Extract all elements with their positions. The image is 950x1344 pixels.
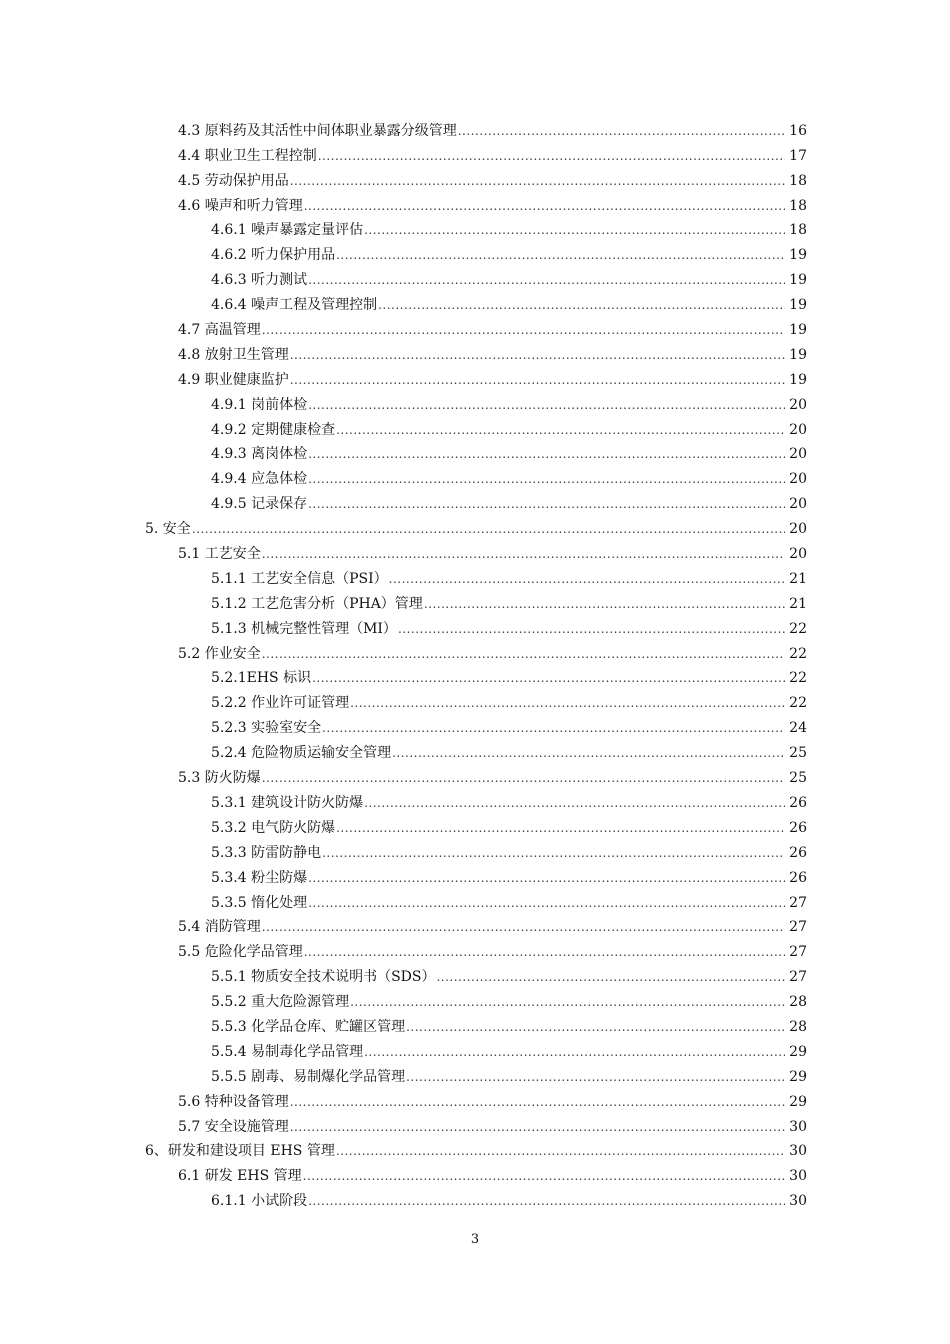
- toc-entry-page-number: 20: [789, 446, 807, 463]
- toc-entry[interactable]: [178, 638, 807, 663]
- toc-entry-page-number: 26: [789, 794, 807, 811]
- toc-entry[interactable]: [211, 986, 807, 1011]
- toc-entry-page-number: 30: [789, 1193, 807, 1210]
- toc-entry-page-number: 28: [789, 1018, 807, 1035]
- toc-entry-page-number: 28: [789, 994, 807, 1011]
- toc-entry-title: 6、研发和建设项目 EHS 管理: [145, 1143, 335, 1160]
- toc-entry-title: 5.1.2 工艺危害分析（PHA）管理: [211, 595, 423, 612]
- toc-entry[interactable]: [211, 1061, 807, 1086]
- dot-leader: [290, 373, 785, 387]
- toc-entry-title: 5.5.5 剧毒、易制爆化学品管理: [211, 1068, 406, 1085]
- toc-entry-title: 4.6 噪声和听力管理: [178, 197, 303, 214]
- toc-entry-page-number: 19: [789, 272, 807, 289]
- toc-entry[interactable]: [178, 1160, 807, 1185]
- dot-leader: [336, 1144, 785, 1158]
- toc-entry[interactable]: [178, 314, 807, 339]
- toc-entry-title: 5.5.3 化学品仓库、贮罐区管理: [211, 1018, 406, 1035]
- toc-entry[interactable]: [211, 1011, 807, 1036]
- toc-entry-page-number: 17: [789, 147, 807, 164]
- toc-entry[interactable]: [211, 264, 807, 289]
- dot-leader: [436, 970, 785, 984]
- toc-entry-title: 5.3.4 粉尘防爆: [211, 869, 308, 886]
- dot-leader: [406, 1070, 785, 1084]
- toc-entry-page-number: 24: [789, 720, 807, 737]
- dot-leader: [392, 746, 785, 760]
- dot-leader: [336, 248, 785, 262]
- dot-leader: [290, 1095, 785, 1109]
- toc-entry-title: 4.9.4 应急体检: [211, 471, 308, 488]
- toc-entry[interactable]: [211, 389, 807, 414]
- dot-leader: [322, 846, 785, 860]
- toc-entry-page-number: 30: [789, 1143, 807, 1160]
- toc-entry[interactable]: [211, 613, 807, 638]
- toc-entry-title: 4.6.3 听力测试: [211, 272, 308, 289]
- toc-entry-title: 5.3.3 防雷防静电: [211, 844, 322, 861]
- toc-entry-title: 5.3.5 惰化处理: [211, 894, 308, 911]
- dot-leader: [308, 1194, 785, 1208]
- dot-leader: [350, 696, 785, 710]
- toc-entry-page-number: 27: [789, 969, 807, 986]
- dot-leader: [364, 223, 785, 237]
- dot-leader: [308, 497, 785, 511]
- toc-entry-title: 4.9 职业健康监护: [178, 371, 289, 388]
- dot-leader: [312, 671, 785, 685]
- toc-entry[interactable]: [211, 887, 807, 912]
- toc-entry-title: 6.1.1 小试阶段: [211, 1193, 308, 1210]
- toc-entry[interactable]: [211, 439, 807, 464]
- dot-leader: [398, 622, 785, 636]
- toc-entry-page-number: 29: [789, 1043, 807, 1060]
- dot-leader: [192, 522, 785, 536]
- toc-entry-page-number: 19: [789, 247, 807, 264]
- toc-entry[interactable]: [211, 1185, 807, 1210]
- toc-entry-page-number: 22: [789, 695, 807, 712]
- toc-entry-title: 4.5 劳动保护用品: [178, 172, 289, 189]
- toc-entry-page-number: 20: [789, 421, 807, 438]
- dot-leader: [308, 398, 785, 412]
- toc-entry-page-number: 30: [789, 1168, 807, 1185]
- toc-entry-page-number: 20: [789, 521, 807, 538]
- dot-leader: [364, 796, 785, 810]
- toc-entry[interactable]: [145, 513, 807, 538]
- toc-entry[interactable]: [178, 339, 807, 364]
- toc-entry[interactable]: [211, 488, 807, 513]
- toc-entry-page-number: 19: [789, 297, 807, 314]
- toc-entry-page-number: 20: [789, 471, 807, 488]
- toc-entry-page-number: 25: [789, 745, 807, 762]
- toc-entry-page-number: 22: [789, 620, 807, 637]
- toc-entry-title: 5.3 防火防爆: [178, 770, 261, 787]
- toc-entry-title: 6.1 研发 EHS 管理: [178, 1168, 302, 1185]
- toc-entry[interactable]: [211, 215, 807, 240]
- toc-entry-title: 5.1 工艺安全: [178, 546, 261, 563]
- toc-entry[interactable]: [211, 563, 807, 588]
- toc-entry[interactable]: [178, 140, 807, 165]
- toc-entry[interactable]: [178, 115, 807, 140]
- dot-leader: [290, 1120, 785, 1134]
- toc-entry-title: 5.3.1 建筑设计防火防爆: [211, 794, 364, 811]
- toc-entry-page-number: 18: [789, 197, 807, 214]
- toc-entry-title: 5.3.2 电气防火防爆: [211, 819, 336, 836]
- dot-leader: [458, 124, 785, 138]
- dot-leader: [262, 323, 785, 337]
- dot-leader: [322, 721, 785, 735]
- toc-entry[interactable]: [211, 787, 807, 812]
- toc-entry-title: 4.8 放射卫生管理: [178, 346, 289, 363]
- toc-entry[interactable]: [211, 687, 807, 712]
- toc-entry[interactable]: [178, 912, 807, 937]
- toc-entry[interactable]: [211, 812, 807, 837]
- toc-entry-page-number: 19: [789, 322, 807, 339]
- toc-entry[interactable]: [211, 414, 807, 439]
- toc-entry-page-number: 21: [789, 570, 807, 587]
- toc-entry[interactable]: [178, 936, 807, 961]
- dot-leader: [318, 149, 785, 163]
- dot-leader: [262, 647, 785, 661]
- toc-entry-title: 5.6 特种设备管理: [178, 1093, 289, 1110]
- toc-entry[interactable]: [211, 737, 807, 762]
- toc-entry[interactable]: [178, 364, 807, 389]
- toc-entry-page-number: 26: [789, 869, 807, 886]
- toc-entry-title: 4.6.4 噪声工程及管理控制: [211, 297, 378, 314]
- toc-entry[interactable]: [178, 762, 807, 787]
- toc-entry-page-number: 27: [789, 894, 807, 911]
- dot-leader: [308, 896, 785, 910]
- toc-entry-title: 4.4 职业卫生工程控制: [178, 147, 317, 164]
- toc-entry-page-number: 19: [789, 371, 807, 388]
- toc-entry-page-number: 29: [789, 1068, 807, 1085]
- toc-entry-title: 5.5 危险化学品管理: [178, 944, 303, 961]
- dot-leader: [290, 174, 785, 188]
- toc-entry-title: 5.5.4 易制毒化学品管理: [211, 1043, 364, 1060]
- toc-entry-title: 5.2.3 实验室安全: [211, 720, 322, 737]
- toc-entry-page-number: 19: [789, 346, 807, 363]
- toc-entry[interactable]: [211, 837, 807, 862]
- toc-entry-title: 4.6.2 听力保护用品: [211, 247, 336, 264]
- toc-entry-page-number: 26: [789, 844, 807, 861]
- toc-entry-title: 4.9.2 定期健康检查: [211, 421, 336, 438]
- toc-entry-title: 4.9.1 岗前体检: [211, 396, 308, 413]
- toc-entry-page-number: 29: [789, 1093, 807, 1110]
- page-number: 3: [470, 1232, 480, 1247]
- toc-entry-title: 4.9.5 记录保存: [211, 496, 308, 513]
- toc-entry-title: 5.2 作业安全: [178, 645, 261, 662]
- table-of-contents: [0, 115, 950, 1210]
- dot-leader: [304, 199, 785, 213]
- toc-entry[interactable]: [211, 289, 807, 314]
- dot-leader: [308, 447, 785, 461]
- toc-entry[interactable]: [211, 1036, 807, 1061]
- toc-entry-page-number: 20: [789, 496, 807, 513]
- toc-entry-page-number: 21: [789, 595, 807, 612]
- toc-entry-page-number: 22: [789, 645, 807, 662]
- dot-leader: [262, 771, 785, 785]
- dot-leader: [350, 995, 785, 1009]
- toc-entry-title: 5. 安全: [145, 521, 191, 538]
- toc-entry-page-number: 18: [789, 222, 807, 239]
- dot-leader: [378, 298, 785, 312]
- toc-entry[interactable]: [178, 165, 807, 190]
- dot-leader: [290, 348, 785, 362]
- toc-entry-title: 5.1.1 工艺安全信息（PSI）: [211, 570, 388, 587]
- toc-entry-page-number: 30: [789, 1118, 807, 1135]
- toc-entry-page-number: 25: [789, 770, 807, 787]
- toc-entry[interactable]: [178, 1111, 807, 1136]
- dot-leader: [336, 821, 785, 835]
- toc-entry-title: 5.4 消防管理: [178, 919, 261, 936]
- toc-entry-title: 4.7 高温管理: [178, 322, 261, 339]
- toc-entry-title: 4.9.3 离岗体检: [211, 446, 308, 463]
- dot-leader: [304, 945, 785, 959]
- toc-entry-title: 5.2.2 作业许可证管理: [211, 695, 350, 712]
- dot-leader: [406, 1020, 785, 1034]
- toc-entry-title: 5.5.1 物质安全技术说明书（SDS）: [211, 969, 436, 986]
- dot-leader: [262, 920, 785, 934]
- toc-entry[interactable]: [178, 1086, 807, 1111]
- toc-entry-page-number: 16: [789, 122, 807, 139]
- toc-entry-title: 5.2.4 危险物质运输安全管理: [211, 745, 392, 762]
- dot-leader: [364, 1045, 785, 1059]
- toc-entry-page-number: 18: [789, 172, 807, 189]
- toc-entry-page-number: 27: [789, 944, 807, 961]
- toc-entry-title: 5.2.1EHS 标识: [211, 670, 312, 687]
- toc-entry-page-number: 22: [789, 670, 807, 687]
- dot-leader: [308, 871, 785, 885]
- dot-leader: [389, 572, 785, 586]
- dot-leader: [336, 423, 785, 437]
- toc-entry-title: 4.3 原料药及其活性中间体职业暴露分级管理: [178, 122, 457, 139]
- dot-leader: [308, 472, 785, 486]
- dot-leader: [424, 597, 785, 611]
- toc-entry-title: 4.6.1 噪声暴露定量评估: [211, 222, 364, 239]
- dot-leader: [262, 547, 785, 561]
- toc-entry-page-number: 20: [789, 396, 807, 413]
- dot-leader: [303, 1169, 785, 1183]
- toc-entry[interactable]: [211, 663, 807, 688]
- toc-entry[interactable]: [178, 190, 807, 215]
- dot-leader: [308, 273, 785, 287]
- toc-entry[interactable]: [211, 712, 807, 737]
- toc-entry-title: 5.1.3 机械完整性管理（MI）: [211, 620, 397, 637]
- toc-entry[interactable]: [211, 862, 807, 887]
- toc-entry[interactable]: [211, 961, 807, 986]
- toc-entry[interactable]: [211, 463, 807, 488]
- toc-entry-title: 5.5.2 重大危险源管理: [211, 994, 350, 1011]
- toc-entry-page-number: 27: [789, 919, 807, 936]
- toc-entry-page-number: 20: [789, 546, 807, 563]
- toc-entry-page-number: 26: [789, 819, 807, 836]
- toc-entry[interactable]: [211, 239, 807, 264]
- toc-entry[interactable]: [211, 588, 807, 613]
- toc-entry[interactable]: [145, 1136, 807, 1161]
- toc-entry[interactable]: [178, 538, 807, 563]
- toc-entry-title: 5.7 安全设施管理: [178, 1118, 289, 1135]
